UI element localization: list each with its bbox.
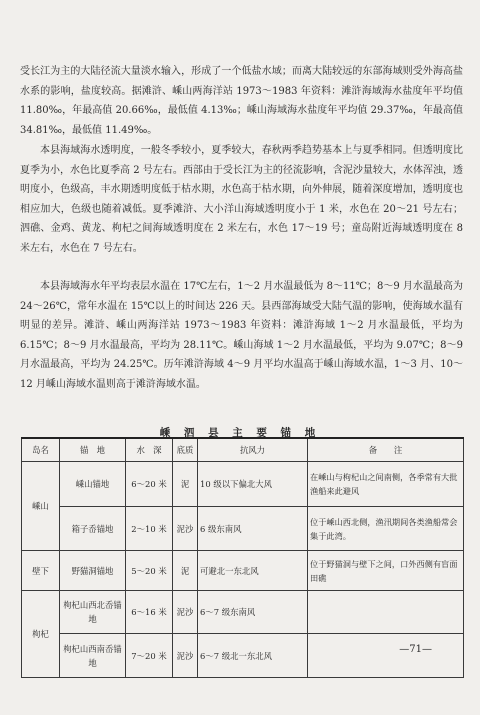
wind-cell: 6～7 级东南风 (198, 591, 308, 634)
header-wind: 抗风力 (198, 438, 308, 462)
note-cell (308, 634, 464, 678)
wind-cell: 可避北一东北风 (198, 551, 308, 591)
island-cell: 壁下 (22, 551, 60, 591)
depth-cell: 7～20 米 (126, 634, 173, 678)
header-depth: 水 深 (126, 438, 173, 462)
depth-cell: 2～10 米 (126, 507, 173, 551)
table-row (22, 507, 464, 551)
header-island: 岛名 (22, 438, 60, 462)
depth-cell: 6～20 米 (126, 462, 173, 507)
table-row (22, 591, 464, 634)
island-cell: 嵊山 (22, 462, 60, 551)
header-anchorage: 锚 地 (60, 438, 126, 462)
table-row (22, 551, 464, 591)
header-bottom: 底质 (173, 438, 198, 462)
note-cell: 在嵊山与枸杞山之间南侧，各季常有大批渔船来此避风 (308, 462, 464, 507)
bottom-cell: 泥沙 (173, 507, 198, 551)
note-cell (308, 591, 464, 634)
anchorage-table (21, 437, 464, 678)
anchorage-cell: 枸杞山西南岙锚地 (60, 634, 126, 678)
depth-cell: 6～16 米 (126, 591, 173, 634)
table-header-row (22, 438, 464, 462)
anchorage-cell: 箱子岙锚地 (60, 507, 126, 551)
paragraph-transparency: 本县海域海水透明度，一般冬季较小，夏季较大，春秋两季趋势基本上与夏季相同。但透明度比夏季为小，水色比夏季高 2 号左右。西部由于受长江为主的径流影响，含泥沙量较大，水体浑浊，透明度小，色级高，丰水期透明度低于枯水期，水色高于枯水期，向外伸展，随着深度增加，透明度也相应加大，色级也随着减低。夏季滩浒、大小洋山海域透明度小于 1 米，水色在 20～21 号左右；泗礁、金鸡、黄龙、枸杞之间海域透明度在 2 米左右，水色 17～19 号；童岛附近海域透明度在 8 米左右，水色在 7 号左右。 (20, 145, 463, 254)
anchorage-cell: 枸杞山西北岙锚地 (60, 591, 126, 634)
island-cell: 枸杞 (22, 591, 60, 678)
table-row (22, 462, 464, 507)
paragraph-salinity: 受长江为主的大陆径流大量淡水输入，形成了一个低盐水域；而离大陆较远的东部海域则受外海高盐水系的影响，盐度较高。据滩浒、嵊山两海洋站 1973～1983 年资料：滩浒海域海水盐度年平均值 11.80‰，年最高值 20.66‰，最低值 4.13‰；嵊山海域海水盐度年平均值 29.37‰，年最高值 34.81‰，最低值 11.49‰。 (20, 66, 463, 136)
bottom-cell: 泥沙 (173, 634, 198, 678)
header-note: 备 注 (308, 438, 464, 462)
anchorage-cell: 野猫洞锚地 (60, 551, 126, 591)
wind-cell: 6 级东南风 (198, 507, 308, 551)
table-title: 嵊 泗 县 主 要 锚 地 (159, 427, 321, 439)
bottom-cell: 泥沙 (173, 591, 198, 634)
bottom-cell: 泥 (173, 551, 198, 591)
bottom-cell: 泥 (173, 462, 198, 507)
depth-cell: 5～20 米 (126, 551, 173, 591)
note-cell: 位于嵊山西北侧，渔汛期间各类渔船常会集于此湾。 (308, 507, 464, 551)
page-number: —71— (399, 644, 432, 655)
anchorage-cell: 嵊山锚地 (60, 462, 126, 507)
paragraph-water-temperature: 本县海域海水年平均表层水温在 17℃左右，1～2 月水温最低为 8～11℃；8～9 月水温最高为 24～26℃，常年水温在 15℃以上的时间达 226 天。县西部海域受大陆气温的影响，使海域水温有明显的差异。滩浒、嵊山两海洋站 1973～1983 年资料：滩浒海域 1～2 月水温最低，平均为 6.15℃；8～9 月水温最高，平均为 28.11℃。嵊山海域 1～2 月水温最低，平均为 9.07℃；8～9 月水温最高，平均为 24.25℃。历年滩浒海域 4～9 月平均水温高于嵊山海域水温，1～3 月、10～12 月嵊山海域水温则高于滩浒海域水温。 (20, 281, 463, 390)
wind-cell: 10 级以下偏北大风 (198, 462, 308, 507)
wind-cell: 6～7 级北一东北风 (198, 634, 308, 678)
note-cell: 位于野猫洞与壁下之间，口外西侧有盲面田礁 (308, 551, 464, 591)
table-row (22, 634, 464, 678)
